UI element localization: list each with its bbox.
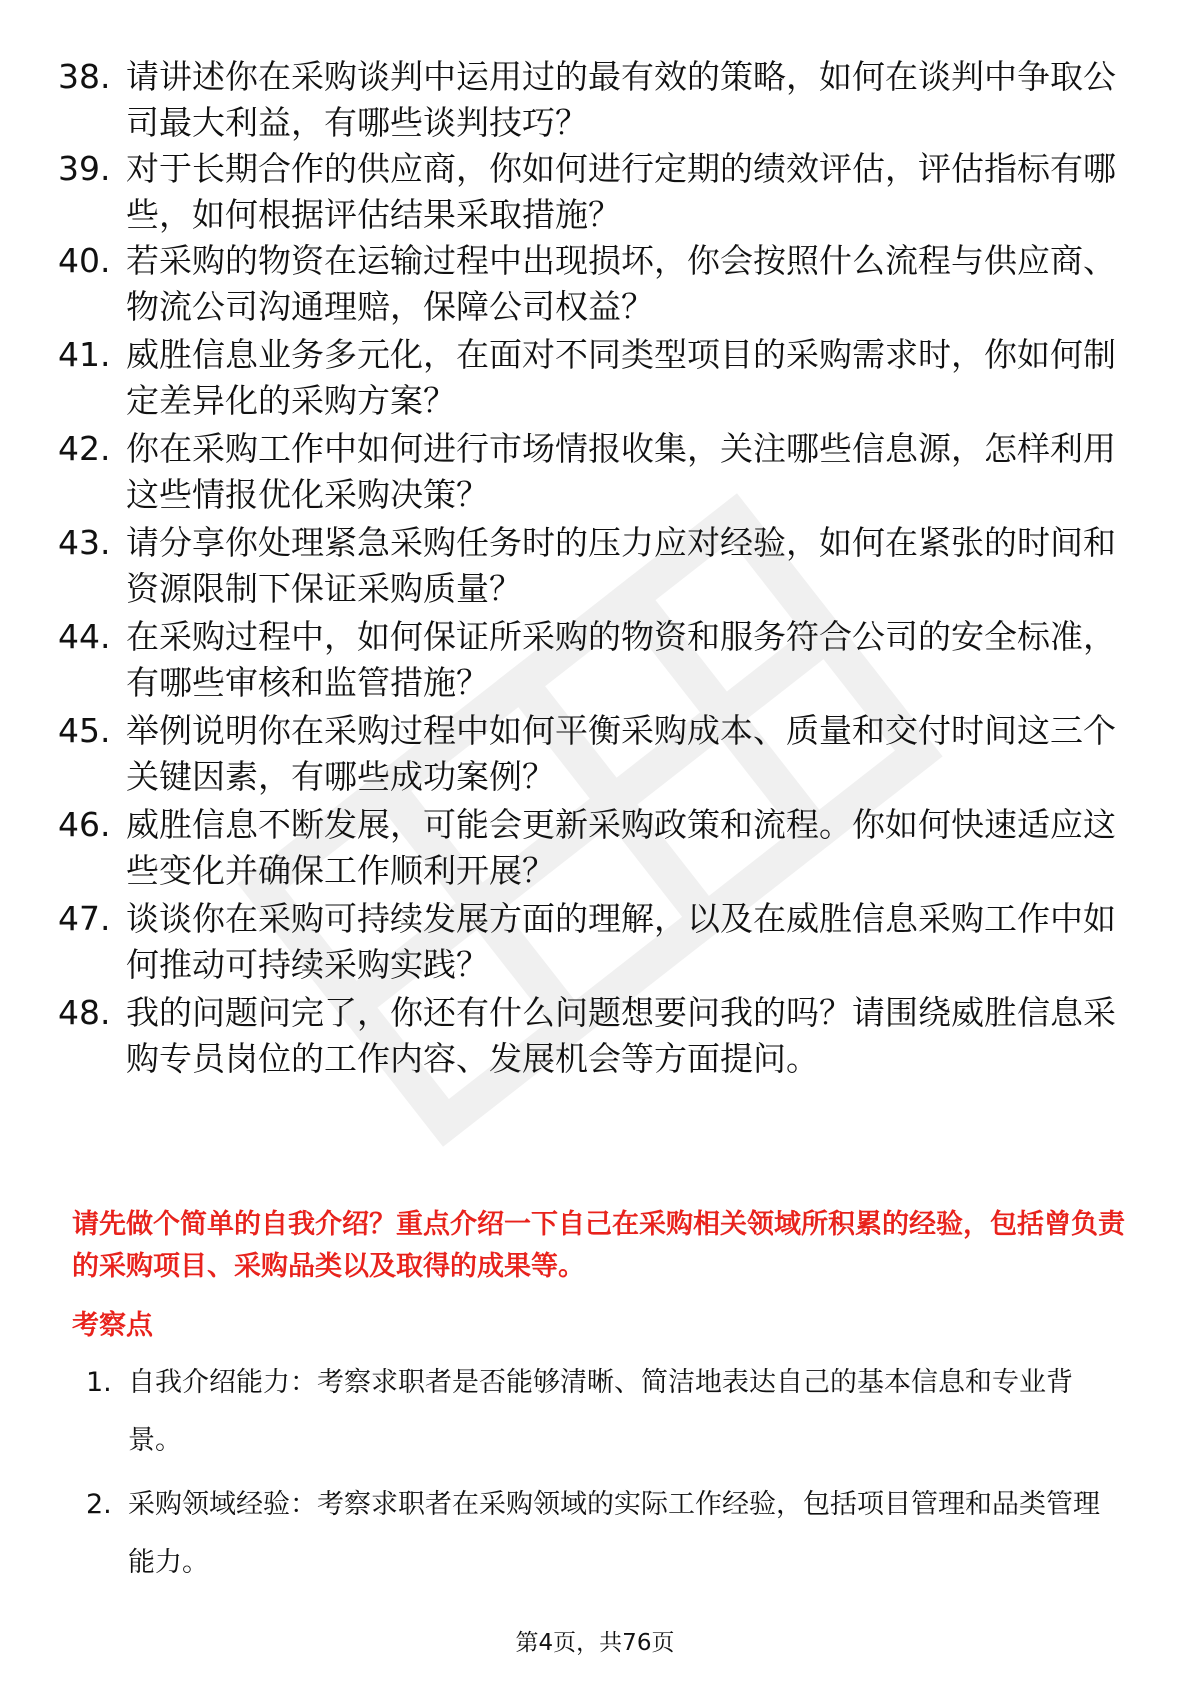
question-item — [58, 990, 1138, 1082]
question-item — [58, 146, 1138, 238]
question-item — [58, 708, 1138, 800]
question-text: 举例说明你在采购过程中如何平衡采购成本、质量和交付时间这三个关键因素，有哪些成功案例？ — [126, 711, 1116, 796]
intro-question: 请先做个简单的自我介绍？重点介绍一下自己在采购相关领域所积累的经验，包括曾负责的采购项目、采购品类以及取得的成果等。 — [72, 1209, 1125, 1282]
question-text: 对于长期合作的供应商，你如何进行定期的绩效评估，评估指标有哪些，如何根据评估结果采取措施？ — [126, 149, 1116, 234]
point-text: 采购领域经验：考察求职者在采购领域的实际工作经验，包括项目管理和品类管理能力。 — [128, 1489, 1100, 1578]
point-text: 自我介绍能力：考察求职者是否能够清晰、简洁地表达自己的基本信息和专业背景。 — [128, 1367, 1073, 1456]
question-number: 43. — [58, 523, 111, 562]
question-text: 我的问题问完了，你还有什么问题想要问我的吗？请围绕威胜信息采购专员岗位的工作内容、发展机会等方面提问。 — [126, 993, 1116, 1078]
question-number: 46. — [58, 805, 111, 844]
question-number: 48. — [58, 993, 111, 1032]
question-number: 44. — [58, 617, 111, 656]
assessment-point — [86, 1354, 1126, 1470]
point-number: 2. — [86, 1489, 112, 1520]
question-item — [58, 802, 1138, 894]
question-item — [58, 54, 1138, 146]
question-text: 请讲述你在采购谈判中运用过的最有效的策略，如何在谈判中争取公司最大利益，有哪些谈判技巧？ — [126, 57, 1116, 142]
section-title: 考察点 — [72, 1310, 153, 1341]
point-number: 1. — [86, 1367, 112, 1398]
assessment-point — [86, 1476, 1126, 1592]
question-text: 你在采购工作中如何进行市场情报收集，关注哪些信息源，怎样利用这些情报优化采购决策？ — [126, 429, 1116, 514]
question-text: 威胜信息不断发展，可能会更新采购政策和流程。你如何快速适应这些变化并确保工作顺利开展？ — [126, 805, 1116, 890]
question-item — [58, 426, 1138, 518]
question-number: 38. — [58, 57, 111, 96]
question-number: 42. — [58, 429, 111, 468]
question-text: 在采购过程中，如何保证所采购的物资和服务符合公司的安全标准，有哪些审核和监管措施？ — [126, 617, 1116, 702]
question-text: 请分享你处理紧急采购任务时的压力应对经验，如何在紧张的时间和资源限制下保证采购质量？ — [126, 523, 1116, 608]
question-number: 39. — [58, 149, 111, 188]
question-text: 谈谈你在采购可持续发展方面的理解，以及在威胜信息采购工作中如何推动可持续采购实践？ — [126, 899, 1116, 984]
question-number: 41. — [58, 335, 111, 374]
question-item — [58, 332, 1138, 424]
question-item — [58, 238, 1138, 330]
question-number: 45. — [58, 711, 111, 750]
question-number: 47. — [58, 899, 111, 938]
question-item — [58, 896, 1138, 988]
question-text: 若采购的物资在运输过程中出现损坏，你会按照什么流程与供应商、物流公司沟通理赔，保障公司权益？ — [126, 241, 1116, 326]
question-item — [58, 520, 1138, 612]
question-item — [58, 614, 1138, 706]
page-footer: 第4页，共76页 — [515, 1630, 675, 1656]
question-text: 威胜信息业务多元化，在面对不同类型项目的采购需求时，你如何制定差异化的采购方案？ — [126, 335, 1116, 420]
question-number: 40. — [58, 241, 111, 280]
